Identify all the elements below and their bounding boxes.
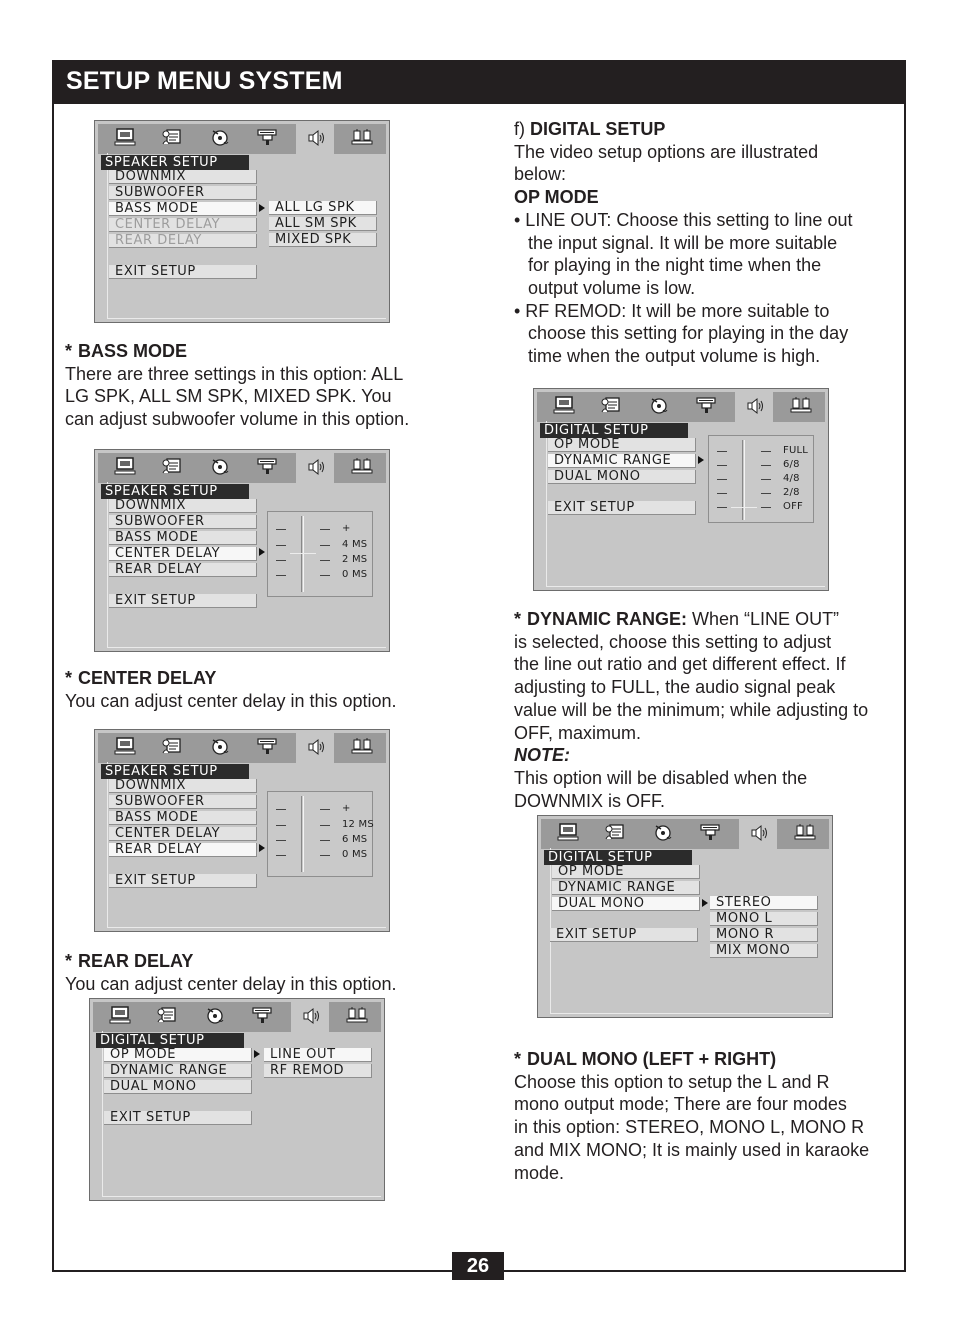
rf-remod-line: choose this setting for playing in the day: [528, 323, 849, 344]
menu-heading: SPEAKER SETUP: [101, 764, 249, 779]
monitor-icon: [114, 128, 136, 150]
preference-icon: [351, 737, 373, 759]
tab-speaker[interactable]: [291, 1002, 329, 1034]
option-mixed-spk[interactable]: MIXED SPK: [269, 233, 377, 247]
slider-track[interactable]: [301, 796, 304, 872]
menu-item-dual-mono[interactable]: DUAL MONO: [104, 1080, 252, 1094]
speaker-icon: [747, 824, 769, 846]
note-line: DOWNMIX is OFF.: [514, 790, 665, 811]
tab-monitor[interactable]: [101, 1002, 139, 1032]
option-rf-remod[interactable]: RF REMOD: [264, 1064, 372, 1078]
page-number: 26: [452, 1252, 504, 1280]
note-title: NOTE:: [514, 745, 570, 766]
tab-preference[interactable]: [338, 1002, 376, 1032]
tab-preference[interactable]: [343, 124, 381, 154]
page-title: SETUP MENU SYSTEM: [66, 67, 343, 95]
center-delay-section: * CENTER DELAY You can adjust center delay in this option.: [65, 668, 397, 711]
tab-language[interactable]: [592, 392, 630, 422]
selection-arrow-icon: [259, 548, 265, 556]
selection-arrow-icon: [259, 844, 265, 852]
slider-label: 0 MS: [342, 849, 368, 860]
tab-language[interactable]: [596, 819, 634, 849]
speaker-icon: [299, 1007, 321, 1029]
option-line-out[interactable]: LINE OUT: [264, 1048, 372, 1062]
menu-item-op-mode[interactable]: OP MODE: [548, 438, 696, 452]
dynamic-range-section: * DYNAMIC RANGE: When “LINE OUT” is selected, choose this setting to adjust the line out ratio and get different effect. If adjusting to FULL, the audio signal peak value will be the minimum; while adjusting to OFF, maximum. NOTE: This option will be disabled when the DOWNMIX is OFF.: [514, 609, 869, 811]
selection-arrow-icon: [698, 456, 704, 464]
rear-delay-title: REAR DELAY: [78, 951, 194, 971]
tab-monitor[interactable]: [106, 733, 144, 763]
preference-icon: [351, 457, 373, 479]
menu-item-op-mode[interactable]: OP MODE: [104, 1048, 252, 1062]
rear-delay-line: You can adjust center delay in this option.: [65, 973, 397, 994]
tab-speaker[interactable]: [296, 453, 334, 485]
option-all-sm-spk[interactable]: ALL SM SPK: [269, 217, 377, 231]
video-icon: [256, 737, 278, 759]
slider-label: FULL: [783, 445, 809, 456]
digital-setup-title: DIGITAL SETUP: [530, 119, 666, 139]
monitor-icon: [114, 457, 136, 479]
selection-arrow-icon: [259, 204, 265, 212]
video-icon: [251, 1006, 273, 1028]
tab-monitor[interactable]: [545, 392, 583, 422]
tab-preference[interactable]: [786, 819, 824, 849]
audio-disc-icon: [652, 823, 674, 845]
menu-item-bass-mode[interactable]: BASS MODE: [109, 531, 257, 545]
menu-item-subwoofer[interactable]: SUBWOOFER: [109, 795, 257, 809]
line-out-line: output volume is low.: [528, 277, 696, 298]
dual-mono-line: mode.: [514, 1162, 565, 1183]
menu-item-dynamic-range[interactable]: DYNAMIC RANGE: [552, 881, 700, 895]
line-out-line: the input signal. It will be more suitable: [528, 232, 838, 253]
tab-video[interactable]: [691, 819, 729, 849]
video-icon: [695, 396, 717, 418]
slider-label: 2 MS: [342, 554, 368, 565]
tab-audio-disc[interactable]: [644, 819, 682, 849]
rear-delay-section: * REAR DELAY You can adjust center delay in this option.: [65, 951, 397, 994]
video-icon: [256, 457, 278, 479]
slider-knob[interactable]: [290, 553, 316, 554]
menu-item-exit-setup[interactable]: EXIT SETUP: [548, 501, 696, 515]
menu-item-downmix[interactable]: DOWNMIX: [109, 779, 257, 793]
osd-digital-setup-op-mode: [89, 998, 385, 1201]
tab-monitor[interactable]: [549, 819, 587, 849]
option-mono-r[interactable]: MONO R: [710, 928, 818, 942]
slider-label: OFF: [783, 501, 803, 512]
monitor-icon: [553, 396, 575, 418]
tab-language[interactable]: [153, 124, 191, 154]
language-icon: [604, 823, 626, 845]
language-icon: [156, 1006, 178, 1028]
tab-video[interactable]: [248, 733, 286, 763]
osd-tab-bar: [93, 1002, 381, 1032]
menu-item-dynamic-range[interactable]: DYNAMIC RANGE: [104, 1064, 252, 1078]
bass-mode-title: BASS MODE: [78, 341, 188, 361]
osd-tab-bar: [98, 124, 386, 154]
delay-slider[interactable]: [267, 791, 373, 877]
dynamic-range-line: OFF, maximum.: [514, 722, 642, 743]
bass-mode-section: * BASS MODE There are three settings in this option: ALL LG SPK, ALL SM SPK, MIXED SPK. You can adjust subwoofer volume in this option.: [65, 341, 410, 430]
menu-item-dynamic-range[interactable]: DYNAMIC RANGE: [548, 454, 696, 468]
menu-heading: DIGITAL SETUP: [544, 850, 692, 865]
tab-language[interactable]: [153, 733, 191, 763]
tab-preference[interactable]: [782, 392, 820, 422]
menu-heading: DIGITAL SETUP: [540, 423, 688, 438]
menu-heading: SPEAKER SETUP: [101, 484, 249, 499]
menu-item-exit-setup[interactable]: EXIT SETUP: [109, 265, 257, 279]
speaker-icon: [304, 458, 326, 480]
menu-item-exit-setup[interactable]: EXIT SETUP: [109, 874, 257, 888]
language-icon: [161, 737, 183, 759]
menu-item-subwoofer[interactable]: SUBWOOFER: [109, 515, 257, 529]
dual-mono-line: mono output mode; There are four modes: [514, 1094, 847, 1115]
menu-item-center-delay[interactable]: CENTER DELAY: [109, 547, 257, 561]
dynamic-range-line: the line out ratio and get different effect. If: [514, 654, 846, 675]
note-line: This option will be disabled when the: [514, 767, 808, 788]
tab-monitor[interactable]: [106, 124, 144, 154]
menu-item-downmix[interactable]: DOWNMIX: [109, 170, 257, 184]
osd-tab-bar: [541, 819, 829, 849]
menu-item-dual-mono[interactable]: DUAL MONO: [548, 470, 696, 484]
dual-mono-title: DUAL MONO (LEFT + RIGHT): [527, 1049, 777, 1069]
osd-digital-setup-dynamic-range: [533, 388, 829, 591]
tab-speaker[interactable]: [739, 819, 777, 851]
tab-video[interactable]: [687, 392, 725, 422]
dual-mono-line: in this option: STEREO, MONO L, MONO R: [514, 1117, 865, 1138]
speaker-icon: [304, 738, 326, 760]
dynamic-range-slider[interactable]: [708, 435, 814, 523]
slider-label: 4/8: [783, 473, 800, 484]
tab-audio-disc[interactable]: [201, 124, 239, 154]
digital-intro-line: The video setup options are illustrated: [514, 141, 819, 162]
menu-item-op-mode[interactable]: OP MODE: [552, 865, 700, 879]
audio-disc-icon: [209, 128, 231, 150]
slider-track[interactable]: [301, 516, 304, 592]
tab-audio-disc[interactable]: [201, 733, 239, 763]
tab-speaker[interactable]: [296, 124, 334, 156]
menu-heading: DIGITAL SETUP: [96, 1033, 244, 1048]
monitor-icon: [109, 1006, 131, 1028]
tab-preference[interactable]: [343, 453, 381, 483]
slider-label: 6/8: [783, 459, 800, 470]
digital-setup-section: [514, 118, 852, 368]
slider-label: 6 MS: [342, 834, 368, 845]
speaker-icon: [304, 129, 326, 151]
selection-arrow-icon: [702, 899, 708, 907]
dual-mono-line: and MIX MONO; It is mainly used in karaoke: [514, 1139, 870, 1160]
video-icon: [699, 823, 721, 845]
menu-item-rear-delay[interactable]: REAR DELAY: [109, 843, 257, 857]
osd-speaker-setup-center-delay: [94, 449, 390, 652]
option-mix-mono[interactable]: MIX MONO: [710, 944, 818, 958]
monitor-icon: [114, 737, 136, 759]
dynamic-range-first: When “LINE OUT”: [692, 609, 840, 629]
audio-disc-icon: [209, 737, 231, 759]
audio-disc-icon: [209, 457, 231, 479]
menu-item-rear-delay[interactable]: REAR DELAY: [109, 234, 257, 248]
slider-label: 4 MS: [342, 539, 368, 550]
speaker-icon: [743, 397, 765, 419]
tab-video[interactable]: [248, 453, 286, 483]
bass-mode-line: There are three settings in this option: ALL: [65, 363, 404, 384]
monitor-icon: [557, 823, 579, 845]
center-delay-line: You can adjust center delay in this option.: [65, 690, 397, 711]
slider-track[interactable]: [742, 440, 745, 520]
slider-label: 12 MS: [342, 819, 374, 830]
language-icon: [161, 128, 183, 150]
menu-item-downmix[interactable]: DOWNMIX: [109, 499, 257, 513]
menu-item-exit-setup[interactable]: EXIT SETUP: [104, 1111, 252, 1125]
slider-label: +: [342, 803, 351, 814]
video-icon: [256, 128, 278, 150]
menu-item-dual-mono[interactable]: DUAL MONO: [552, 897, 700, 911]
selection-arrow-icon: [254, 1050, 260, 1058]
delay-slider[interactable]: [267, 511, 373, 597]
dual-mono-line: Choose this option to setup the L and R: [514, 1071, 830, 1092]
tab-video[interactable]: [248, 124, 286, 154]
line-out-line: for playing in the night time when the: [528, 255, 822, 276]
tab-language[interactable]: [153, 453, 191, 483]
section-prefix: f): [514, 119, 525, 139]
tab-audio-disc[interactable]: [201, 453, 239, 483]
page-header: [52, 60, 906, 104]
menu-item-center-delay[interactable]: CENTER DELAY: [109, 218, 257, 232]
menu-heading: SPEAKER SETUP: [101, 155, 249, 170]
dual-mono-section: * DUAL MONO (LEFT + RIGHT) Choose this option to setup the L and R mono output mode; There are four modes in this option: STEREO, MONO L, MONO R and MIX MONO; It is mainly used in karaoke mode.: [514, 1049, 870, 1183]
tab-speaker[interactable]: [735, 392, 773, 424]
preference-icon: [351, 128, 373, 150]
language-icon: [161, 457, 183, 479]
dynamic-range-line: value will be the minimum; while adjusting to: [514, 699, 869, 720]
slider-label: 2/8: [783, 487, 800, 498]
tab-speaker[interactable]: [296, 733, 334, 765]
preference-icon: [790, 396, 812, 418]
bass-mode-line: can adjust subwoofer volume in this option.: [65, 409, 410, 430]
rf-remod-line: • RF REMOD: It will be more suitable to: [514, 300, 830, 321]
menu-item-exit-setup[interactable]: EXIT SETUP: [109, 594, 257, 608]
slider-label: 0 MS: [342, 569, 368, 580]
bass-mode-line: LG SPK, ALL SM SPK, MIXED SPK. You: [65, 386, 392, 407]
op-mode-title: OP MODE: [514, 187, 599, 208]
osd-tab-bar: [98, 453, 386, 483]
digital-intro-line: below:: [514, 164, 567, 185]
option-stereo[interactable]: STEREO: [710, 896, 818, 910]
dynamic-range-line: adjusting to FULL, the audio signal peak: [514, 677, 836, 698]
slider-label: +: [342, 523, 351, 534]
center-delay-title: CENTER DELAY: [78, 668, 217, 688]
osd-tab-bar: [98, 733, 386, 763]
option-all-lg-spk[interactable]: ALL LG SPK: [269, 201, 377, 215]
language-icon: [600, 396, 622, 418]
osd-tab-bar: [537, 392, 825, 422]
menu-item-center-delay[interactable]: CENTER DELAY: [109, 827, 257, 841]
audio-disc-icon: [648, 396, 670, 418]
option-mono-l[interactable]: MONO L: [710, 912, 818, 926]
rf-remod-line: time when the output volume is high.: [528, 346, 821, 367]
tab-preference[interactable]: [343, 733, 381, 763]
menu-item-bass-mode[interactable]: BASS MODE: [109, 811, 257, 825]
tab-audio-disc[interactable]: [196, 1002, 234, 1032]
menu-item-rear-delay[interactable]: REAR DELAY: [109, 563, 257, 577]
osd-speaker-setup-bass-mode: [94, 120, 390, 323]
preference-icon: [794, 823, 816, 845]
osd-digital-setup-dual-mono: [537, 815, 833, 1018]
tab-video[interactable]: [243, 1002, 281, 1032]
audio-disc-icon: [204, 1006, 226, 1028]
menu-item-exit-setup[interactable]: EXIT SETUP: [550, 928, 698, 942]
dynamic-range-line: is selected, choose this setting to adjust: [514, 631, 832, 652]
menu-item-bass-mode[interactable]: BASS MODE: [109, 202, 257, 216]
preference-icon: [346, 1006, 368, 1028]
line-out-line: • LINE OUT: Choose this setting to line out: [514, 209, 853, 230]
tab-audio-disc[interactable]: [640, 392, 678, 422]
dynamic-range-title: DYNAMIC RANGE:: [527, 609, 688, 629]
tab-monitor[interactable]: [106, 453, 144, 483]
tab-language[interactable]: [148, 1002, 186, 1032]
menu-item-subwoofer[interactable]: SUBWOOFER: [109, 186, 257, 200]
slider-knob[interactable]: [731, 507, 757, 508]
osd-speaker-setup-rear-delay: [94, 729, 390, 932]
